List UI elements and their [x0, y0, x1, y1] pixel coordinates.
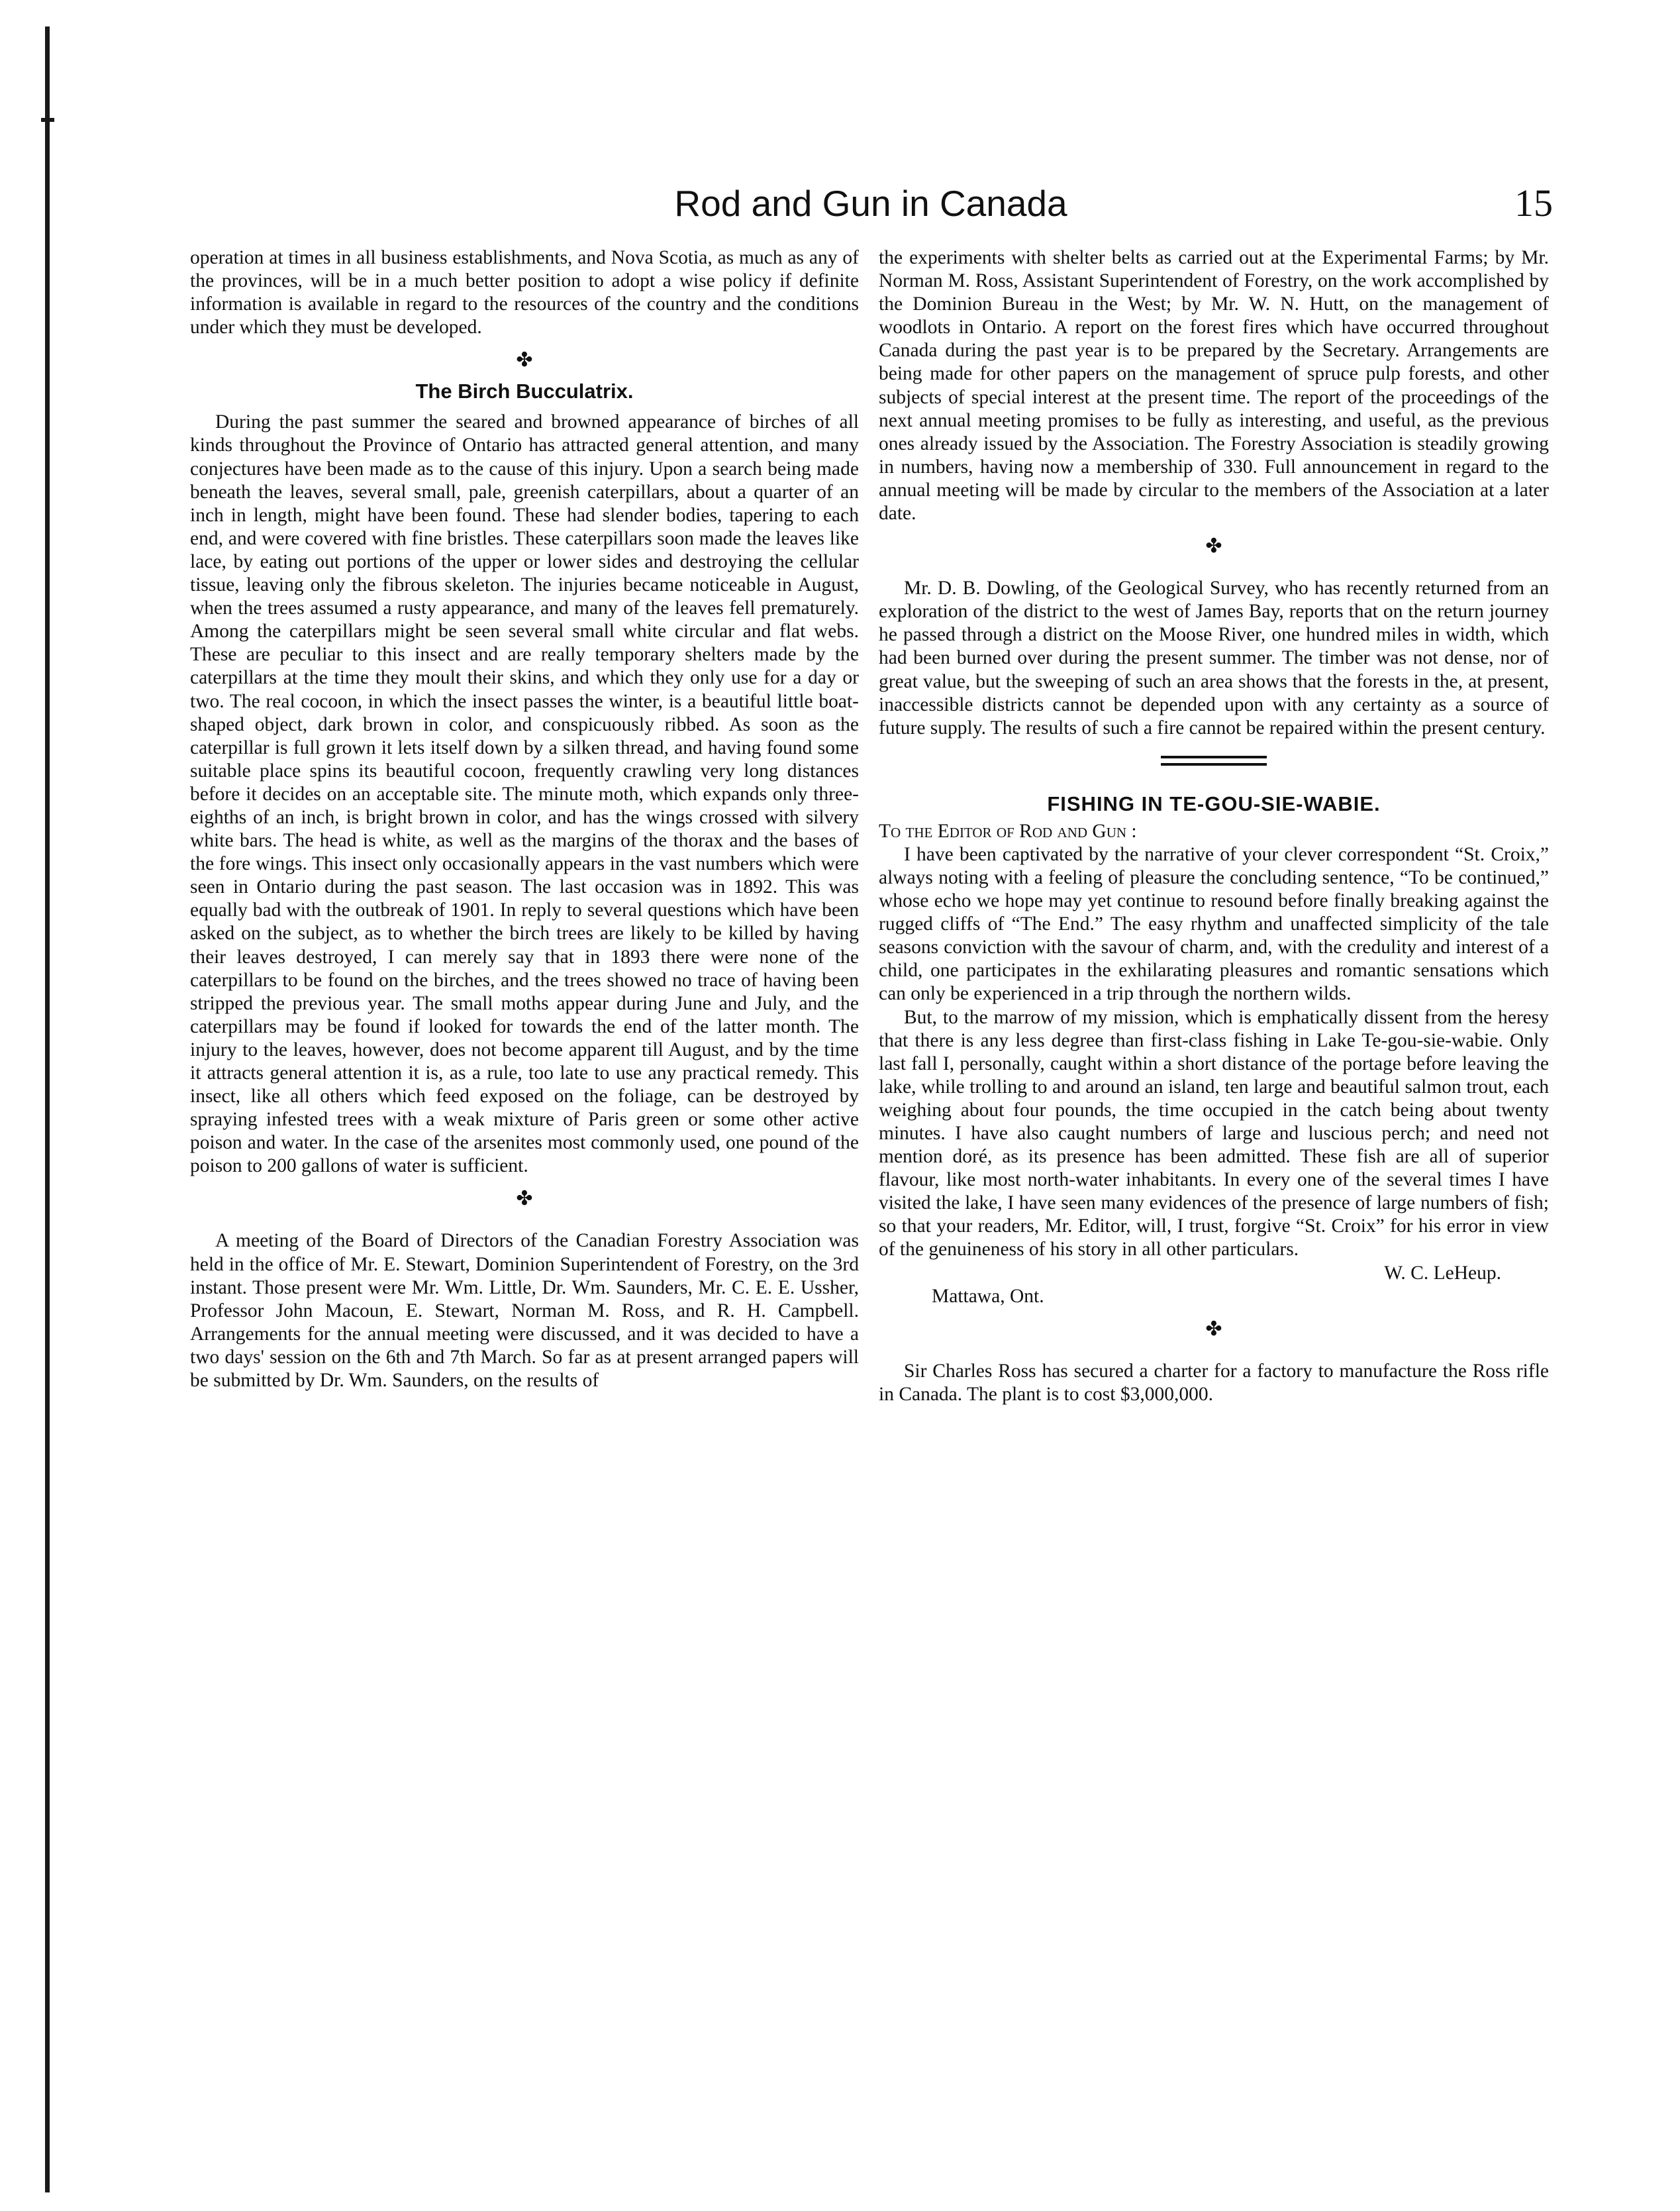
letter-place: Mattawa, Ont. [932, 1285, 1044, 1307]
left-column [190, 246, 859, 1392]
running-title: Rod and Gun in Canada [674, 183, 1067, 224]
section-ornament: ✤ [516, 348, 533, 372]
page-number: 15 [1514, 181, 1553, 225]
forestry-meeting-paragraph: A meeting of the Board of Directors of the Canadian Forestry Association was held in the office of Mr. E. Stewart, Dominion Superintendent of Forestry, on the 3rd instant. Those present were Mr. Wm. Little, Dr. Wm. Saunders, Mr. C. E. E. Ussher, Professor John Macoun, E. Stewart, Norman M. Ross, and R. H. Campbell. Arrangements for the annual meeting were discussed, and it was decided to have a two days' session on the 6th and 7th March. So far as at present arranged papers will be submitted by Dr. Wm. Saunders, on the results of [190, 1230, 859, 1392]
double-rule-divider [1161, 756, 1267, 766]
right-column [879, 246, 1549, 1406]
forestry-meeting-continuation: the experiments with shelter belts as carried out at the Experimental Farms; by Mr. Norman M. Ross, Assistant Superintendent of Forestry, on the work accomplished by the Dominion Bureau in the West; by Mr. W. N. Hutt, on the management of woodlots in Ontario. A report on the forest fires which have occurred throughout Canada during the past year is to be prepared by the Secretary. Arrangements are being made for other papers on the management of spruce pulp forests, and other subjects of special interest at the present time. The report of the proceedings of the next annual meeting promises to be fully as interesting, and useful, as the previous ones already issued by the Association. The Forestry Association is steadily growing in numbers, having now a membership of 330. Full announcement in regard to the annual meeting will be made by circular to the members of the Association at a later date. [879, 247, 1549, 525]
birch-bucculatrix-heading: The Birch Bucculatrix. [415, 380, 634, 403]
letter-signature: W. C. LeHeup. [1384, 1262, 1501, 1284]
fishing-heading: FISHING IN TE-GOU-SIE-WABIE. [1047, 792, 1381, 815]
binding-edge-line [45, 26, 50, 2192]
binding-edge-mark [41, 118, 54, 122]
letter-salutation: To the Editor of Rod and Gun : [879, 820, 1137, 842]
dowling-paragraph: Mr. D. B. Dowling, of the Geological Survey, who has recently returned from an exploration of the district to the west of James Bay, reports that on the return journey he passed through a district on the Moose River, one hundred miles in width, which had been burned over during the present summer. The timber was not dense, nor of great value, but the sweeping of such an area shows that the forests in the, at present, inaccessible districts cannot be depended upon with any certainty as a source of future supply. The results of such a fire cannot be repaired within the present century. [879, 578, 1549, 739]
birch-bucculatrix-paragraph: During the past summer the seared and browned appearance of birches of all kinds throughout the Province of Ontario has attracted general attention, and many conjectures have been made as to the cause of this injury. Upon a search being made beneath the leaves, several small, pale, greenish caterpillars, about a quarter of an inch in length, might have been found. These had slender bodies, tapering to each end, and were covered with fine bristles. These caterpillars soon made the leaves like lace, by eating out portions of the upper or lower sides and destroying the cellular tissue, leaving only the fibrous skeleton. The injuries became noticeable in August, when the trees assumed a rusty appearance, and many of the leaves fell prematurely. Among the caterpillars might be seen several small white circular and flat webs. These are peculiar to this insect and are really temporary shelters made by the caterpillars at the time they moult their skins, and which they only use for a day or two. The real cocoon, in which the insect passes the winter, is a beautiful little boat-shaped object, dark brown in color, and conspicuously ribbed. As soon as the caterpillar is full grown it lets itself down by a silken thread, and having found some suitable place spins its beautiful cocoon, frequently crawling very long distances before it decides on an acceptable site. The minute moth, which expands only three-eighths of an inch, is bright brown in color, and has the wings crossed with silvery white bars. The head is white, as well as the margins of the thorax and the bases of the fore wings. This insect only occasionally appears in the vast numbers which were seen in Ontario during the past season. The last occasion was in 1892. This was equally bad with the outbreak of 1901. In reply to several questions which have been asked on the subject, as to whether the birch trees are likely to be killed by having their leaves destroyed, I can merely say that in 1893 there were none of the caterpillars to be found on the birches, and the trees showed no trace of having been stripped the previous year. The small moths appear during June and July, and the caterpillars may be found if looked for towards the end of the latter month. The injury to the leaves, however, does not become apparent till August, and by the time it attracts general attention it is, as a rule, too late to use any practical remedy. This insect, like all others which feed exposed on the foliage, can be destroyed by spraying infested trees with a weak mixture of Paris green or some other active poison and water. In the case of the arsenites most commonly used, one pound of the poison to 200 gallons of water is sufficient. [190, 411, 859, 1177]
section-ornament: ✤ [516, 1187, 533, 1211]
ross-rifle-paragraph: Sir Charles Ross has secured a charter for a factory to manufacture the Ross rifle in Canada. The plant is to cost $3,000,000. [879, 1360, 1549, 1405]
section-ornament: ✤ [1205, 535, 1222, 558]
page-header [189, 180, 1553, 233]
fishing-paragraph-2: But, to the marrow of my mission, which is emphatically dissent from the heresy that there is any less degree than first-class fishing in Lake Te-gou-sie-wabie. Only last fall I, personally, caught within a short distance of the portage before leaving the lake, while trolling to and around an island, ten large and beautiful salmon trout, each weighing about four pounds, the time occupied in the catch being about twenty minutes. I have also caught numbers of large and luscious perch; and need not mention doré, as its presence has been admitted. These fish are all of superior flavour, like most north-water inhabitants. In every one of the several times I have visited the lake, I have seen many evidences of the presence of large numbers of fish; so that your readers, Mr. Editor, will, I trust, forgive “St. Croix” for his error in view of the genuineness of his story in all other particulars. [879, 1006, 1549, 1260]
section-ornament: ✤ [1205, 1317, 1222, 1341]
fishing-paragraph-1: I have been captivated by the narrative of your clever correspondent “St. Croix,” always noting with a feeling of pleasure the concluding sentence, “To be continued,” whose echo we hope may yet continue to resound before finally breaking against the rugged cliffs of “The End.” The easy rhythm and unaffected simplicity of the tale seasons conviction with the savour of charm, and, with the credulity and interest of a child, one participates in the exhilarating pleasures and romantic sensations which can only be experienced in a trip through the northern wilds. [879, 843, 1549, 1005]
intro-paragraph: operation at times in all business establishments, and Nova Scotia, as much as any of the provinces, will be in a much better position to adopt a wise policy if definite information is available in regard to the resources of the country and the conditions under which they must be developed. [190, 247, 859, 338]
